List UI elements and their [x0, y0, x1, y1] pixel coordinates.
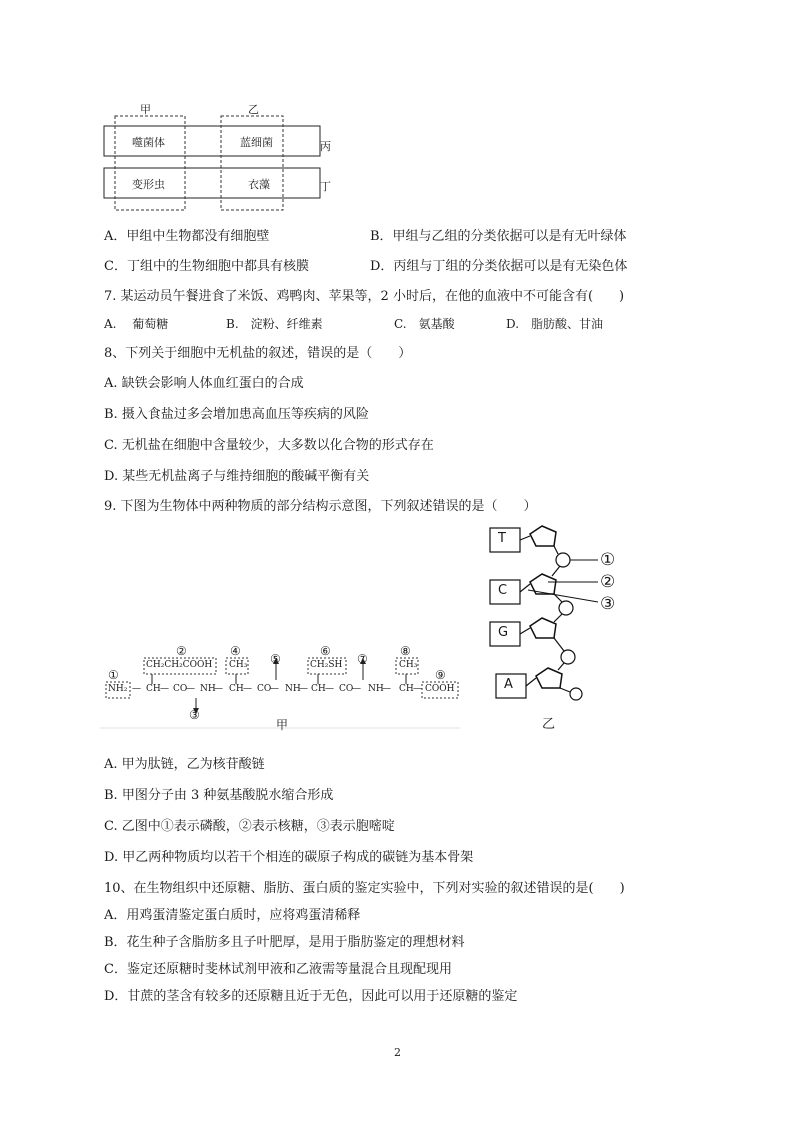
cell-chlamydomonas: 衣藻 [248, 178, 270, 191]
chain-ch-4: CH [399, 684, 414, 694]
chain-nh-3: NH [368, 684, 384, 694]
q7-stem: 7. 某运动员午餐进食了米饭、鸡鸭肉、苹果等，2 小时后，在他的血液中不可能含有( ) [104, 289, 625, 304]
base-t-label: T [498, 531, 506, 546]
q9-option-c: C. 乙图中①表示磷酸，②表示核糖，③表示胞嘧啶 [104, 819, 395, 834]
group-ding-label: 丁 [320, 180, 331, 193]
q7-option-c: C. 氨基酸 [394, 317, 455, 331]
q9-stem: 9. 下图为生物体中两种物质的部分结构示意图，下列叙述错误的是（ ） [104, 499, 537, 514]
cell-bacteriophage: 噬菌体 [132, 136, 165, 149]
q10-option-c: C．鉴定还原糖时斐林试剂甲液和乙液需等量混合且现配现用 [104, 962, 452, 977]
peptide-label-5: ⑤ [270, 652, 281, 666]
peptide-label-1: ① [108, 668, 119, 682]
q7-option-d: D. 脂肪酸、甘油 [506, 317, 604, 331]
cell-cyanobacteria: 蓝细菌 [240, 136, 273, 149]
r-group-methyl-2: CH₃ [399, 660, 418, 670]
nucleotide-label-1: ① [600, 550, 616, 570]
chain-co-2: CO [257, 684, 272, 694]
q6-option-b: B．甲组与乙组的分类依据可以是有无叶绿体 [370, 229, 627, 244]
q8-option-c: C. 无机盐在细胞中含量较少，大多数以化合物的形式存在 [104, 438, 434, 453]
peptide-label-9: ⑨ [435, 668, 446, 682]
peptide-label-8: ⑧ [400, 644, 411, 658]
q10-stem: 10、在生物组织中还原糖、脂肪、蛋白质的鉴定实验中，下列对实验的叙述错误的是( ) [104, 881, 625, 896]
peptide-label-7: ⑦ [357, 652, 368, 666]
q7-option-b: B. 淀粉、纤维素 [226, 317, 323, 331]
q7-option-a: A. 葡萄糖 [104, 317, 169, 331]
chain-co-1: CO [173, 684, 188, 694]
group-jia-label: 甲 [140, 103, 151, 116]
chain-co-3: CO [339, 684, 354, 694]
chain-nh-1: NH [200, 684, 216, 694]
q10-option-d: D．甘蔗的茎含有较多的还原糖且近于无色，因此可以用于还原糖的鉴定 [104, 989, 518, 1004]
chain-ch-1: CH [146, 684, 161, 694]
q9-option-a: A. 甲为肽链，乙为核苷酸链 [104, 757, 265, 772]
r-group-glutamyl: CH₂CH₂COOH [146, 660, 213, 670]
base-a-label: A [504, 677, 513, 692]
group-yi-label: 乙 [248, 103, 259, 116]
q8-stem: 8、下列关于细胞中无机盐的叙述，错误的是（ ） [104, 346, 412, 361]
q6-option-a: A．甲组中生物都没有细胞壁 [104, 229, 270, 244]
q6-option-d: D．丙组与丁组的分类依据可以是有无染色体 [370, 259, 628, 274]
q8-option-b: B. 摄入食盐过多会增加患高血压等疾病的风险 [104, 407, 369, 422]
carboxyl-group: COOH [425, 684, 455, 694]
q10-option-b: B．花生种子含脂肪多且子叶肥厚，是用于脂肪鉴定的理想材料 [104, 935, 465, 950]
page-number: 2 [394, 1046, 401, 1059]
chain-ch-3: CH [311, 684, 326, 694]
chain-ch-2: CH [229, 684, 244, 694]
peptide-label-4: ④ [230, 644, 241, 658]
q9-option-d: D. 甲乙两种物质均以若干个相连的碳原子构成的碳链为基本骨架 [104, 850, 474, 865]
base-g-label: G [498, 625, 509, 640]
nucleotide-label-3: ③ [600, 594, 616, 614]
r-group-methyl-1: CH₃ [229, 660, 248, 670]
r-group-thiol: CH₂SH [310, 660, 343, 670]
peptide-label-2: ② [176, 644, 187, 658]
nucleotide-label-2: ② [600, 572, 616, 592]
chain-nh-2: NH [285, 684, 301, 694]
q6-option-c: C．丁组中的生物细胞中都具有核膜 [104, 259, 309, 274]
q9-option-b: B. 甲图分子由 3 种氨基酸脱水缩合形成 [104, 788, 334, 803]
amino-group: NH₂ [108, 684, 128, 694]
q8-option-d: D. 某些无机盐离子与维持细胞的酸碱平衡有关 [104, 469, 370, 484]
q8-option-a: A. 缺铁会影响人体血红蛋白的合成 [104, 376, 304, 391]
nucleotide-caption: 乙 [542, 717, 556, 732]
q10-option-a: A．用鸡蛋清鉴定蛋白质时，应将鸡蛋清稀释 [104, 908, 361, 923]
group-bing-label: 丙 [320, 140, 331, 153]
base-c-label: C [498, 583, 508, 598]
classification-boxes [100, 96, 340, 216]
cell-amoeba: 变形虫 [132, 178, 165, 191]
peptide-caption: 甲 [276, 718, 289, 732]
peptide-label-3: ③ [189, 708, 200, 722]
peptide-label-6: ⑥ [320, 644, 331, 658]
